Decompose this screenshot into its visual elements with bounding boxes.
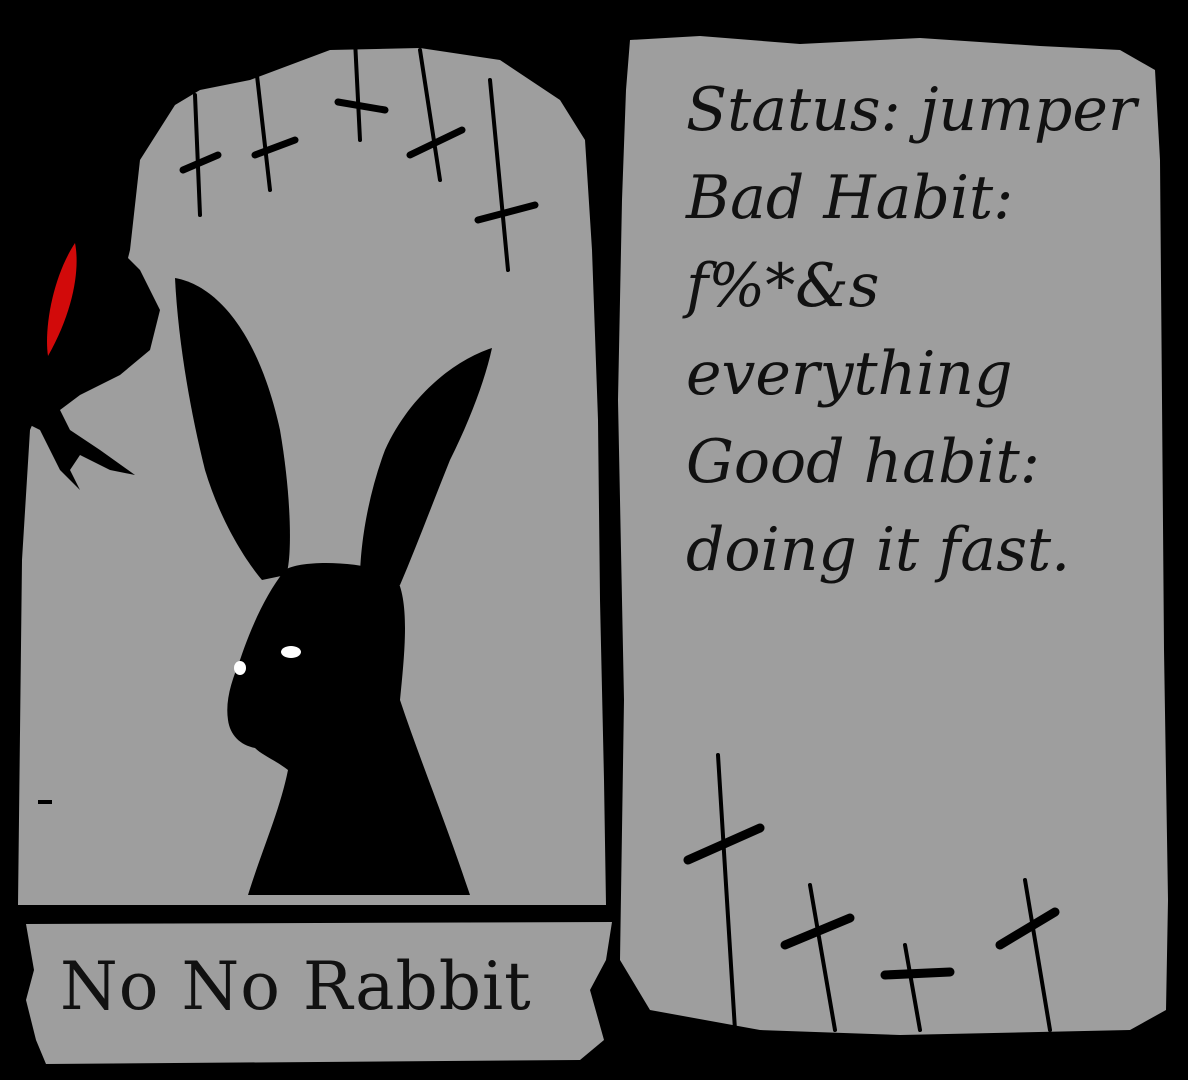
info-line-bad-habit-value-cont: everything [686, 339, 1013, 409]
info-line-good-habit-label: Good habit: [686, 427, 1040, 497]
info-line-status: Status: jumper [686, 75, 1137, 145]
info-line-good-habit-value: doing it fast. [686, 515, 1071, 585]
info-line-bad-habit-value: f%*&s [686, 251, 880, 321]
rabbit-eye-left [234, 661, 246, 675]
rabbit-eye-right [281, 646, 301, 658]
title-card-text: No No Rabbit [60, 948, 532, 1025]
info-line-bad-habit-label: Bad Habit: [686, 163, 1014, 233]
info-text-block [686, 66, 1156, 594]
